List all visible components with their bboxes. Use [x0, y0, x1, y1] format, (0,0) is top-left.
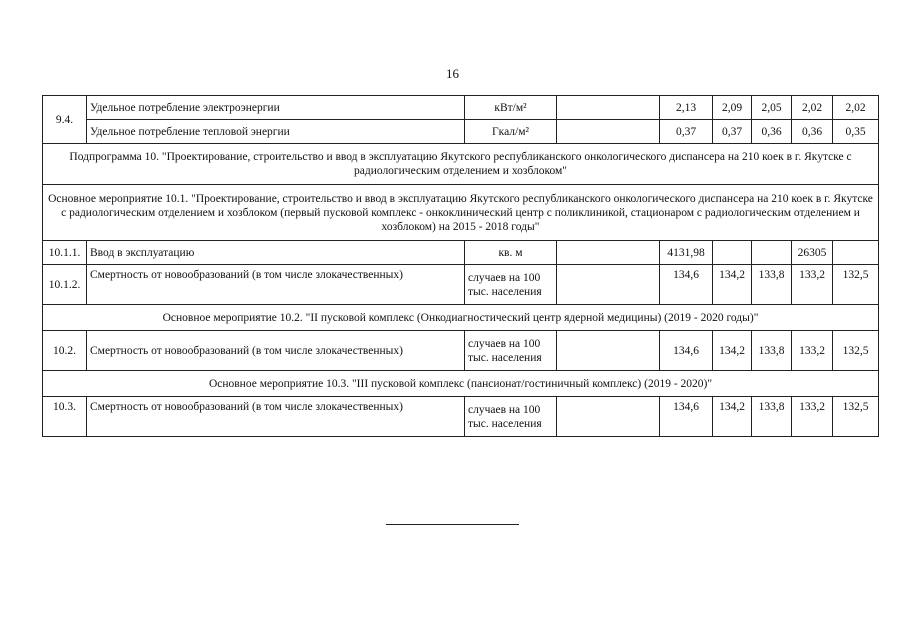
table-row: [43, 397, 879, 437]
value-cell: 133,8: [752, 265, 792, 305]
empty-cell: [557, 397, 660, 437]
unit-cell: случаев на 100 тыс. населения: [465, 265, 557, 305]
value-cell: 132,5: [833, 265, 879, 305]
indicator-name: Смертность от новообразований (в том числе злокачественных): [87, 397, 465, 437]
empty-cell: [557, 331, 660, 371]
empty-cell: [557, 265, 660, 305]
unit-cell: Гкал/м²: [465, 120, 557, 144]
section-row: [43, 144, 879, 185]
value-cell: 0,37: [713, 120, 752, 144]
unit-cell: кв. м: [465, 241, 557, 265]
section-row: [43, 305, 879, 331]
unit-cell: кВт/м²: [465, 96, 557, 120]
section-row: [43, 371, 879, 397]
value-cell: 134,6: [660, 265, 713, 305]
value-cell: 133,8: [752, 331, 792, 371]
value-cell: 133,2: [792, 265, 833, 305]
value-cell: 133,2: [792, 331, 833, 371]
indicator-name: Ввод в эксплуатацию: [87, 241, 465, 265]
value-cell: 134,2: [713, 265, 752, 305]
indicator-name: Удельное потребление электроэнергии: [87, 96, 465, 120]
indicator-name: Удельное потребление тепловой энергии: [87, 120, 465, 144]
indicator-name: Смертность от новообразований (в том числе злокачественных): [87, 331, 465, 371]
value-cell: 4131,98: [660, 241, 713, 265]
activity-heading: Основное мероприятие 10.1. "Проектирование, строительство и ввод в эксплуатацию Якутского республиканского онкологического диспансера на 210 коек в г. Якутске с радиологическим отделением и хозблоком (первый пусковой комплекс - онкоклинический центр с поликлиникой, стационаром с радиологическим отделением и хозблоком) на 2015 - 2018 годы": [43, 185, 879, 241]
value-cell: 134,2: [713, 397, 752, 437]
value-cell: 2,02: [792, 96, 833, 120]
unit-cell: случаев на 100 тыс. населения: [465, 331, 557, 371]
unit-cell: случаев на 100 тыс. населения: [465, 397, 557, 437]
table-row: [43, 265, 879, 305]
value-cell: 134,6: [660, 331, 713, 371]
value-cell: 134,6: [660, 397, 713, 437]
value-cell: 133,2: [792, 397, 833, 437]
table-row: [43, 120, 879, 144]
value-cell: 2,13: [660, 96, 713, 120]
page-number: 16: [446, 66, 459, 81]
value-cell: 132,5: [833, 331, 879, 371]
empty-cell: [557, 96, 660, 120]
row-number: 10.1.2.: [43, 265, 87, 305]
value-cell: 133,8: [752, 397, 792, 437]
subprogram-heading: Подпрограмма 10. "Проектирование, строительство и ввод в эксплуатацию Якутского республиканского онкологического диспансера на 210 коек в г. Якутске с радиологическим отделением и хозблоком": [43, 144, 879, 185]
value-cell: 0,37: [660, 120, 713, 144]
indicators-table: [42, 95, 879, 437]
activity-heading: Основное мероприятие 10.2. "II пусковой комплекс (Онкодиагностический центр ядерной медицины) (2019 - 2020 годы)": [43, 305, 879, 331]
value-cell: 26305: [792, 241, 833, 265]
activity-heading: Основное мероприятие 10.3. "III пусковой комплекс (пансионат/гостиничный комплекс) (2019 - 2020)": [43, 371, 879, 397]
value-cell: 134,2: [713, 331, 752, 371]
value-cell: 132,5: [833, 397, 879, 437]
value-cell: [752, 241, 792, 265]
value-cell: 0,36: [792, 120, 833, 144]
row-number: 10.2.: [43, 331, 87, 371]
table-row: [43, 96, 879, 120]
row-number: 9.4.: [43, 96, 87, 144]
row-number: 10.1.1.: [43, 241, 87, 265]
value-cell: 2,02: [833, 96, 879, 120]
empty-cell: [557, 241, 660, 265]
separator-line: [386, 524, 519, 525]
value-cell: [833, 241, 879, 265]
section-row: [43, 185, 879, 241]
value-cell: 0,36: [752, 120, 792, 144]
value-cell: 2,05: [752, 96, 792, 120]
table-row: [43, 331, 879, 371]
indicator-name: Смертность от новообразований (в том числе злокачественных): [87, 265, 465, 305]
value-cell: [713, 241, 752, 265]
row-number: 10.3.: [43, 397, 87, 437]
table-row: [43, 241, 879, 265]
value-cell: 2,09: [713, 96, 752, 120]
value-cell: 0,35: [833, 120, 879, 144]
empty-cell: [557, 120, 660, 144]
